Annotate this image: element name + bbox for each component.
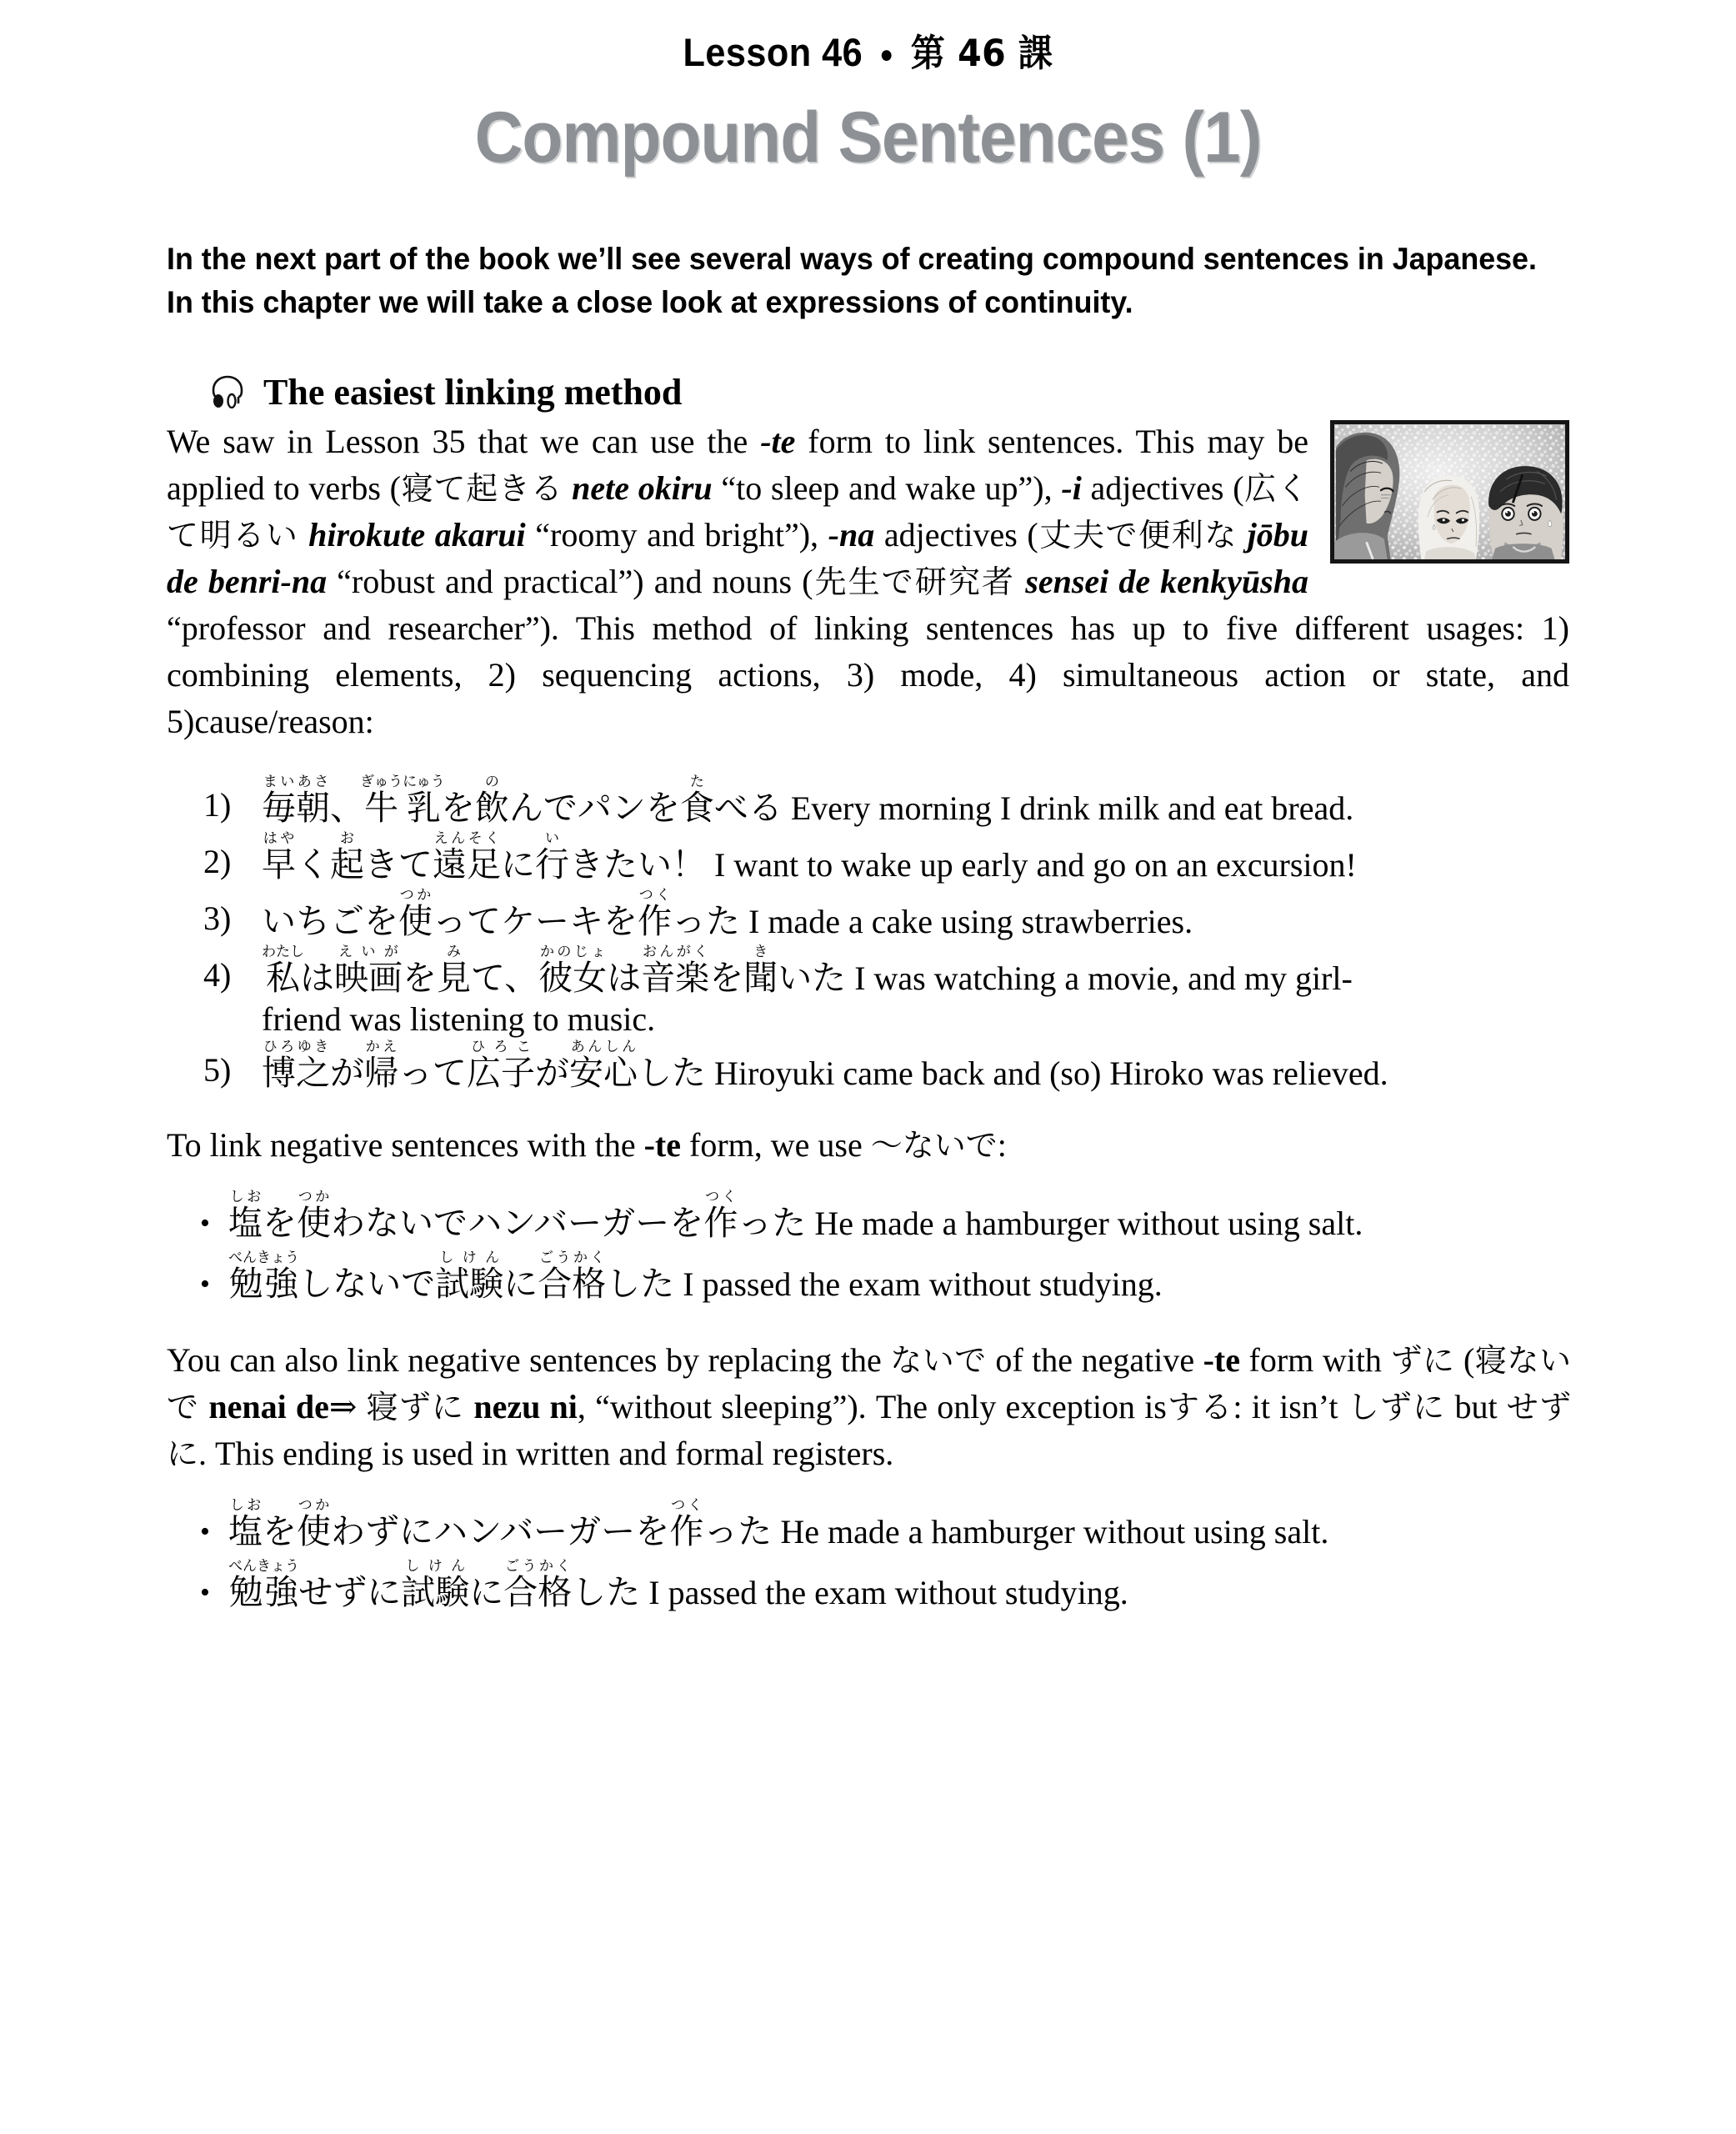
example-item xyxy=(203,830,1569,882)
zuni-paragraph xyxy=(167,1337,1571,1477)
japanese-sezuni: せずに xyxy=(167,1388,1571,1472)
body-seg-4: adjectives ( xyxy=(1081,468,1244,507)
example-translation: Hiroyuki came back and (so) Hiroko was relieved. xyxy=(706,1054,1388,1092)
japanese-term-jobu-de-benri-na: 丈夫で便利な xyxy=(1038,516,1238,554)
ruby-term: 映画えいが xyxy=(334,943,403,998)
romaji-nete-okiru: nete okiru xyxy=(572,468,713,507)
furigana: つか xyxy=(297,1188,331,1205)
japanese-text: が xyxy=(535,1052,569,1093)
ruby-term: 試験しけん xyxy=(401,1557,470,1612)
japanese-suru: する xyxy=(1166,1388,1233,1425)
page-title: Compound Sentences (1) xyxy=(474,98,1262,178)
japanese-shizuni: しずに xyxy=(1347,1388,1446,1425)
zuni-seg-2: of the negative xyxy=(986,1340,1203,1379)
bullet-translation: I passed the exam without studying. xyxy=(674,1265,1163,1303)
japanese-text: んでパンを xyxy=(508,787,680,828)
ruby-term: 音楽おんがく xyxy=(641,943,710,998)
romaji-jobu-de-benri-na: jōbu de benri-na xyxy=(167,515,1308,600)
zuni-bullet-list xyxy=(200,1497,1569,1614)
romaji-sensei-de-kenkyusha: sensei de kenkyūsha xyxy=(1025,562,1308,600)
ruby-term: 起お xyxy=(330,829,364,884)
furigana: た xyxy=(679,773,714,790)
furigana: お xyxy=(330,829,364,847)
example-number: 5) xyxy=(203,1050,232,1089)
bullet-marker: • xyxy=(200,1515,210,1547)
example-content xyxy=(262,943,1569,998)
japanese-text: が xyxy=(330,1052,364,1093)
japanese-text: った xyxy=(738,1202,807,1243)
japanese-text: した xyxy=(638,1052,706,1093)
manga-artwork xyxy=(1334,424,1565,559)
adjective-na-term: -na xyxy=(828,515,875,554)
japanese-text: は xyxy=(607,957,642,998)
ruby-term: 飲の xyxy=(474,773,509,828)
furigana: つく xyxy=(638,886,672,904)
ruby-term: 塩しお xyxy=(228,1496,263,1551)
japanese-text: に xyxy=(501,844,535,884)
furigana: き xyxy=(743,943,778,960)
furigana: ごうかく xyxy=(503,1557,573,1575)
japanese-text: わずにハンバーガーを xyxy=(331,1510,670,1551)
japanese-term-hirokute-akarui: 広くて明るい xyxy=(167,469,1308,554)
japanese-text: せずに xyxy=(298,1571,402,1612)
ruby-term: 試験しけん xyxy=(435,1249,504,1304)
furigana: べんきょう xyxy=(228,1557,299,1575)
zuni-seg-3: form with xyxy=(1240,1340,1391,1379)
japanese-text: 、 xyxy=(330,787,364,828)
japanese-text: した xyxy=(606,1263,675,1304)
japanese-zuni: ずに xyxy=(1390,1341,1455,1379)
furigana: つく xyxy=(703,1188,738,1205)
zuni-te-term: -te xyxy=(1203,1340,1241,1379)
example-content xyxy=(262,830,1569,882)
romaji-nezu-ni: nezu ni xyxy=(473,1387,578,1425)
ruby-term: 塩しお xyxy=(228,1188,263,1243)
neg-intro-seg-2: form, we use xyxy=(681,1125,871,1164)
ruby-term: 毎朝まいあさ xyxy=(262,773,330,828)
bullet-translation: He made a hamburger without using salt. xyxy=(806,1204,1363,1242)
example-translation: I was watching a movie, and my girl- xyxy=(846,959,1353,997)
example-translation: Every morning I drink milk and eat bread. xyxy=(782,789,1354,827)
furigana: えんそく xyxy=(433,829,501,847)
example-content xyxy=(262,887,1569,939)
example-content xyxy=(262,1038,1569,1093)
zuni-seg-5: , “without sleeping”). The only exception is xyxy=(577,1387,1167,1425)
furigana: かえ xyxy=(364,1038,398,1055)
zuni-seg-8: . This ending is used in written and formal registers. xyxy=(198,1434,894,1472)
japanese-text: いた xyxy=(778,957,847,998)
example-translation-continuation: friend was listening to music. xyxy=(262,999,656,1038)
manga-illustration xyxy=(1330,420,1569,564)
ruby-term: 食た xyxy=(679,773,714,828)
furigana: べんきょう xyxy=(228,1249,299,1266)
japanese-text: に xyxy=(503,1263,538,1304)
furigana: ごうかく xyxy=(538,1249,607,1266)
lesson-header xyxy=(223,0,1513,77)
furigana: しお xyxy=(228,1496,263,1514)
header-separator-dot: ● xyxy=(879,41,894,69)
furigana: わたし xyxy=(262,943,304,960)
example-translation: I made a cake using strawberries. xyxy=(740,902,1193,940)
neg-intro-seg-1: To link negative sentences with the xyxy=(167,1125,644,1164)
negative-intro-paragraph xyxy=(167,1122,1571,1169)
ruby-term: 作つく xyxy=(669,1496,704,1551)
ruby-term: 勉強べんきょう xyxy=(228,1249,299,1304)
bullet-content xyxy=(228,1250,1569,1305)
furigana: の xyxy=(474,773,509,790)
japanese-term-sensei-de-kenkyusha: 先生で研究者 xyxy=(813,563,1016,600)
body-seg-7: “robust and practical”) and nouns ( xyxy=(327,562,813,600)
japanese-text: を xyxy=(403,957,437,998)
japanese-text: った xyxy=(703,1510,773,1551)
japanese-text: を xyxy=(709,957,744,998)
example-translation: I want to wake up early and go on an excursion! xyxy=(706,845,1357,884)
japanese-text: て、 xyxy=(471,957,539,998)
neg-intro-seg-3: : xyxy=(997,1125,1007,1164)
example-number: 3) xyxy=(203,899,232,937)
japanese-text: ってケーキを xyxy=(433,900,638,941)
example-item xyxy=(203,887,1569,939)
intro-paragraph: In the next part of the book we’ll see several ways of creating compound sentences in Japanese. In this chapter we will take a close look at expressions of continuity. xyxy=(167,241,1537,319)
ruby-term: 見み xyxy=(437,943,471,998)
ruby-term: 早はや xyxy=(262,829,296,884)
japanese-text: って xyxy=(398,1052,467,1093)
japanese-text: した xyxy=(572,1571,641,1612)
adjective-i-term: -i xyxy=(1061,468,1082,507)
bullet-translation: I passed the exam without studying. xyxy=(640,1573,1128,1611)
te-term-1: -te xyxy=(760,422,796,460)
furigana: しお xyxy=(228,1188,263,1205)
ruby-term: 牛乳ぎゅうにゅう xyxy=(360,773,445,828)
bullet-translation: He made a hamburger without using salt. xyxy=(772,1512,1329,1550)
bullet-marker: • xyxy=(200,1576,210,1608)
neg-te-term: -te xyxy=(643,1125,682,1164)
example-item xyxy=(203,773,1569,828)
japanese-text: いちごを xyxy=(262,900,398,941)
ruby-term: 彼女かのじょ xyxy=(538,943,608,998)
headphones-icon xyxy=(212,375,250,408)
japanese-naide: 〜ないで xyxy=(870,1126,998,1164)
ruby-term: 博之ひろゆき xyxy=(262,1038,330,1093)
romaji-nenai-de: nenai de xyxy=(208,1387,329,1425)
furigana: ぎゅうにゅう xyxy=(360,773,445,790)
furigana: えいが xyxy=(334,943,403,960)
japanese-text: きて xyxy=(364,844,433,884)
example-number: 1) xyxy=(203,785,232,824)
ruby-term: 聞き xyxy=(743,943,778,998)
ruby-term: 合格ごうかく xyxy=(538,1249,607,1304)
furigana: つく xyxy=(669,1496,704,1514)
japanese-nezuni: 寝ずに xyxy=(366,1388,465,1425)
body-seg-2: form to link sentences. This may be applied to verbs ( xyxy=(167,422,1308,507)
numbered-example-list xyxy=(203,773,1569,1093)
zuni-arrow: ⇒ xyxy=(328,1387,358,1425)
japanese-text: を xyxy=(263,1510,297,1551)
negative-bullet-list xyxy=(200,1189,1569,1305)
japanese-naide-2: ないで xyxy=(890,1341,987,1379)
bullet-item xyxy=(200,1558,1569,1614)
bullet-content xyxy=(228,1189,1569,1245)
furigana: まいあさ xyxy=(262,773,330,790)
romaji-hirokute-akarui: hirokute akarui xyxy=(308,515,526,554)
body-seg-1: We saw in Lesson 35 that we can use the xyxy=(167,422,761,460)
japanese-text: きたい！ xyxy=(569,844,706,884)
body-seg-8: “professor and researcher”). This method of linking sentences has up to five different usages: 1) combining elements, 2) sequencing actions, 3) mode, 4) simultaneous action or state, and 5)cause/reason: xyxy=(167,609,1569,740)
bullet-marker: • xyxy=(200,1268,210,1300)
japanese-text: しないで xyxy=(298,1263,436,1304)
section-heading xyxy=(212,371,1569,413)
furigana: おんがく xyxy=(641,943,710,960)
ruby-term: 行い xyxy=(535,829,569,884)
ruby-term: 作つく xyxy=(638,886,672,941)
zuni-seg-4: ( xyxy=(1454,1340,1475,1379)
ruby-term: 勉強べんきょう xyxy=(228,1557,299,1612)
example-number: 4) xyxy=(203,955,232,994)
example-item xyxy=(203,943,1569,998)
ruby-term: 広子ひろこ xyxy=(467,1038,535,1093)
ruby-term: 安心あんしん xyxy=(569,1038,638,1093)
section-heading-label: The easiest linking method xyxy=(263,371,683,413)
bullet-marker: • xyxy=(200,1207,210,1239)
lesson-number-japanese: 第 46 課 xyxy=(910,32,1053,75)
furigana: み xyxy=(437,943,471,960)
example-item xyxy=(203,1038,1569,1093)
body-seg-6: adjectives ( xyxy=(874,515,1038,554)
lesson-number-label: Lesson 46 xyxy=(683,30,863,74)
japanese-nenaide: 寝ないで xyxy=(167,1341,1571,1425)
furigana: かのじょ xyxy=(538,943,608,960)
ruby-term: 合格ごうかく xyxy=(503,1557,573,1612)
ruby-term: 使つか xyxy=(297,1188,331,1243)
japanese-text: を xyxy=(440,787,475,828)
bullet-item xyxy=(200,1189,1569,1245)
japanese-text: わないでハンバーガーを xyxy=(331,1202,704,1243)
furigana: い xyxy=(535,829,569,847)
ruby-term: 私わたし xyxy=(262,943,304,998)
body-seg-3: “to sleep and wake up”), xyxy=(712,468,1062,507)
example-number: 2) xyxy=(203,842,232,880)
furigana: あんしん xyxy=(569,1038,638,1055)
furigana: はや xyxy=(262,829,296,847)
japanese-text: は xyxy=(300,957,334,998)
japanese-text: べる xyxy=(713,787,783,828)
bullet-content xyxy=(228,1558,1569,1614)
furigana: ひろこ xyxy=(467,1038,535,1055)
zuni-seg-7: but xyxy=(1445,1387,1507,1425)
example-content xyxy=(262,773,1569,828)
furigana: つか xyxy=(398,886,433,904)
ruby-term: 遠足えんそく xyxy=(433,829,501,884)
japanese-text: った xyxy=(672,900,740,941)
ruby-term: 帰かえ xyxy=(364,1038,398,1093)
body-seg-5: “roomy and bright”), xyxy=(525,515,828,554)
zuni-seg-6: : it isn’t xyxy=(1233,1387,1348,1425)
bullet-item xyxy=(200,1497,1569,1553)
ruby-term: 使つか xyxy=(297,1496,331,1551)
ruby-term: 使つか xyxy=(398,886,433,941)
japanese-text: に xyxy=(469,1571,504,1612)
zuni-seg-1: You can also link negative sentences by replacing the xyxy=(167,1340,891,1379)
japanese-term-nete-okiru: 寝て起きる xyxy=(401,469,563,507)
japanese-text: を xyxy=(263,1202,297,1243)
furigana: つか xyxy=(297,1496,331,1514)
furigana: しけん xyxy=(435,1249,504,1266)
ruby-term: 作つく xyxy=(703,1188,738,1243)
furigana: しけん xyxy=(401,1557,470,1575)
bullet-content xyxy=(228,1497,1569,1553)
bullet-item xyxy=(200,1250,1569,1305)
furigana: ひろゆき xyxy=(262,1038,330,1055)
japanese-text: く xyxy=(296,844,330,884)
